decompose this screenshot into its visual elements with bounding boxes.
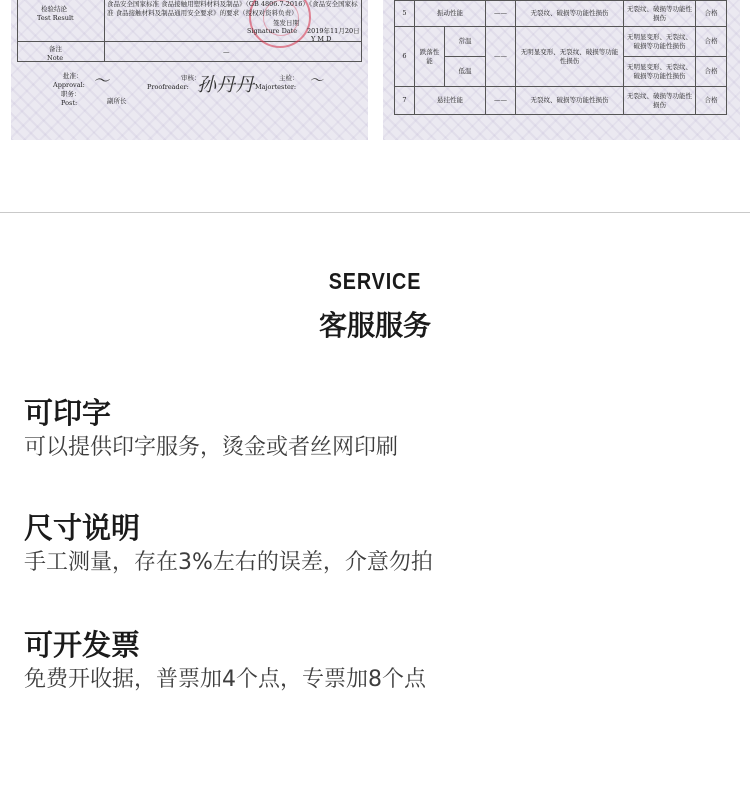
table-row (395, 87, 727, 115)
post-label-cn: 职务： (61, 90, 81, 98)
certificate-scan-left (11, 0, 368, 140)
table-cell: 无裂纹、破损等功能性损伤 (624, 87, 696, 115)
table-row (395, 1, 727, 27)
conclusion-text-line1: 食品安全国家标准 食品接触用塑料材料及制品》（GB 4806.7-2016）《食品安全国家标 (107, 0, 358, 8)
conclusion-label-cn: 检验结论 (41, 5, 67, 13)
table-cell: 无明显变形、无裂纹、破损等功能性损伤 (624, 57, 696, 87)
table-cell: 合格 (696, 57, 727, 87)
table-cell: 合格 (696, 27, 727, 57)
service-item-desc: 免费开收据，普票加4个点，专票加8个点 (24, 667, 426, 692)
service-item-title: 尺寸说明 (24, 511, 141, 545)
table-cell: 无裂纹、破损等功能性损伤 (516, 1, 624, 27)
section-divider (0, 212, 750, 213)
majortester-label-cn: 主检： (279, 74, 299, 82)
table-cell: 无裂纹、破损等功能性损伤 (516, 87, 624, 115)
table-cell: 低温 (445, 57, 486, 87)
conclusion-text-line2: 准 食品接触材料及制品通用安全要求》的要求（授权对资料负责） (107, 9, 298, 17)
table-cell: 常温 (445, 27, 486, 57)
date-ymd: Y M D (311, 35, 332, 43)
service-title-en: SERVICE (328, 268, 422, 294)
table-cell: 5 (395, 1, 415, 27)
service-item-size-note (24, 511, 724, 578)
proofreader-label-cn: 审核： (181, 74, 201, 82)
table-cell: 6 (395, 27, 415, 87)
signature-date-label: Signature Date (247, 27, 298, 35)
majortester-label-en: Majortester: (255, 83, 297, 91)
approval-signature: 〜 (93, 71, 110, 90)
table-cell: —— (486, 27, 516, 87)
conclusion-label-en: Test Result (37, 14, 74, 22)
certificate-scan-right (383, 0, 740, 140)
table-row (395, 27, 727, 57)
approval-label-en: Approval: (53, 81, 85, 89)
table-cell: —— (486, 87, 516, 115)
approval-label-cn: 批准： (63, 72, 83, 80)
note-label-cn: 备注 (49, 45, 62, 53)
proofreader-label-en: Proofreader: (147, 83, 189, 91)
table-cell: 无明显变形、无裂纹、破损等功能性损伤 (624, 27, 696, 57)
table-cell: 振动性能 (415, 1, 486, 27)
service-title-cn: 客服服务 (318, 309, 431, 342)
table-cell: 无裂纹、破损等功能性损伤 (624, 1, 696, 27)
majortester-signature: 〜 (309, 73, 323, 89)
table-cell: —— (486, 1, 516, 27)
issue-date-label: 签发日期 (273, 19, 299, 27)
table-cell: 7 (395, 87, 415, 115)
service-item-title: 可开发票 (24, 628, 141, 662)
service-item-invoice (24, 628, 724, 695)
service-item-desc: 手工测量，存在3%左右的误差，介意勿拍 (24, 550, 433, 575)
test-results-table (394, 0, 727, 115)
post-value: 副所长 (107, 97, 127, 105)
table-cell: 无明显变形、无裂纹、破损等功能性损伤 (516, 27, 624, 87)
table-cell: 合格 (696, 1, 727, 27)
proofreader-signature: 孙丹丹 (197, 74, 255, 96)
post-label-en: Post: (61, 99, 78, 107)
table-cell: 合格 (696, 87, 727, 115)
table-cell: 跌落性能 (415, 27, 445, 87)
service-item-desc: 可以提供印字服务，烫金或者丝网印刷 (24, 435, 399, 460)
service-item-printing (24, 396, 724, 463)
note-label-en: Note (47, 54, 64, 62)
note-value: — (223, 48, 230, 56)
issue-date: 2019年11月20日 (307, 27, 360, 35)
table-cell: 悬挂性能 (415, 87, 486, 115)
service-item-title: 可印字 (24, 396, 112, 430)
